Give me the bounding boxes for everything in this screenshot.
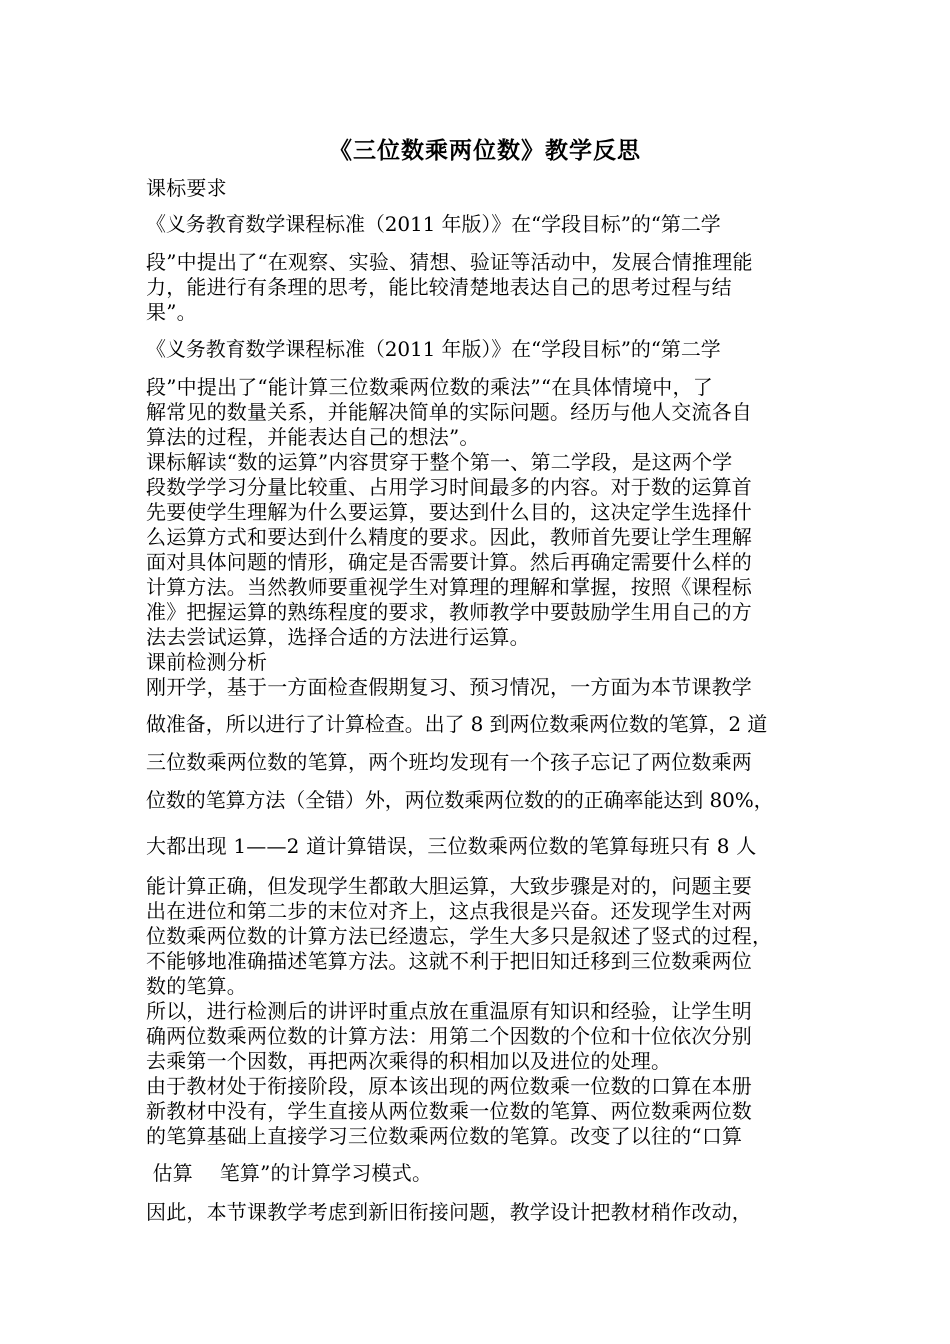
paragraph-line: 出在进位和第二步的末位对齐上，这点我很是兴奋。还发现学生对两 [146,899,752,923]
document-title: 《三位数乘两位数》教学反思 [329,138,641,164]
paragraph-line: 因此，本节课教学考虑到新旧衔接问题，教学设计把教材稍作改动， [146,1200,752,1224]
section-heading: 课前检测分析 [146,650,268,674]
paragraph-line: 力，能进行有条理的思考，能比较清楚地表达自己的思考过程与结 [146,275,732,299]
paragraph-line: 算法的过程，并能表达自己的想法”。 [146,425,480,449]
paragraph-line: 《义务教育数学课程标准（2011 年版）》在“学段目标”的“第二学 [146,337,721,361]
paragraph-line: 《义务教育数学课程标准（2011 年版）》在“学段目标”的“第二学 [146,212,721,236]
paragraph-line: 所以，进行检测后的讲评时重点放在重温原有知识和经验，让学生明 [146,999,752,1023]
paragraph-line: 数的笔算。 [146,974,247,998]
paragraph-line: 准》把握运算的熟练程度的要求，教师教学中要鼓励学生用自己的方 [146,600,752,624]
paragraph-line: 确两位数乘两位数的计算方法：用第二个因数的个位和十位依次分别 [146,1024,752,1048]
paragraph-line: 位数乘两位数的计算方法已经遗忘，学生大多只是叙述了竖式的过程， [146,924,773,948]
paragraph-line: 先要使学生理解为什么要运算，要达到什么目的，这决定学生选择什 [146,500,752,524]
paragraph-line: 么运算方式和要达到什么精度的要求。因此，教师首先要让学生理解 [146,525,752,549]
paragraph-line: 段数学学习分量比较重、占用学习时间最多的内容。对于数的运算首 [146,475,752,499]
paragraph-line: 果”。 [146,300,197,324]
paragraph-line: 的笔算基础上直接学习三位数乘两位数的笔算。改变了以往的“口算 [146,1124,743,1148]
paragraph-line: 计算方法。当然教师要重视学生对算理的理解和掌握，按照《课程标 [146,575,752,599]
paragraph-line: 不能够地准确描述笔算方法。这就不利于把旧知迁移到三位数乘两位 [146,949,752,973]
paragraph-line: 法去尝试运算，选择合适的方法进行运算。 [146,625,530,649]
paragraph-line: 段”中提出了“能计算三位数乘两位数的乘法”“在具体情境中，了 [146,375,713,399]
paragraph-line: 能计算正确，但发现学生都敢大胆运算，大致步骤是对的，问题主要 [146,874,752,898]
paragraph-line: 新教材中没有，学生直接从两位数乘一位数的笔算、两位数乘两位数 [146,1099,752,1123]
paragraph-line: 段”中提出了“在观察、实验、猜想、验证等活动中，发展合情推理能 [146,250,753,274]
section-heading: 课标要求 [146,176,227,200]
paragraph-line: 做准备，所以进行了计算检查。出了 8 到两位数乘两位数的笔算，2 道 [146,712,768,736]
paragraph-line: 位数的笔算方法（全错）外，两位数乘两位数的的正确率能达到 80%， [146,788,774,812]
paragraph-line: 解常见的数量关系，并能解决简单的实际问题。经历与他人交流各自 [146,400,752,424]
paragraph-line: 估算 笔算”的计算学习模式。 [146,1161,433,1185]
paragraph-line: 刚开学，基于一方面检查假期复习、预习情况，一方面为本节课教学 [146,675,752,699]
paragraph-line: 去乘第一个因数，再把两次乘得的积相加以及进位的处理。 [146,1049,672,1073]
paragraph-line: 由于教材处于衔接阶段，原本该出现的两位数乘一位数的口算在本册 [146,1074,752,1098]
paragraph-line: 面对具体问题的情形，确定是否需要计算。然后再确定需要什么样的 [146,550,752,574]
paragraph-line: 大都出现 1——2 道计算错误，三位数乘两位数的笔算每班只有 8 人 [146,834,757,858]
paragraph-line: 课标解读“数的运算”内容贯穿于整个第一、第二学段，是这两个学 [146,450,733,474]
paragraph-line: 三位数乘两位数的笔算，两个班均发现有一个孩子忘记了两位数乘两 [146,750,752,774]
